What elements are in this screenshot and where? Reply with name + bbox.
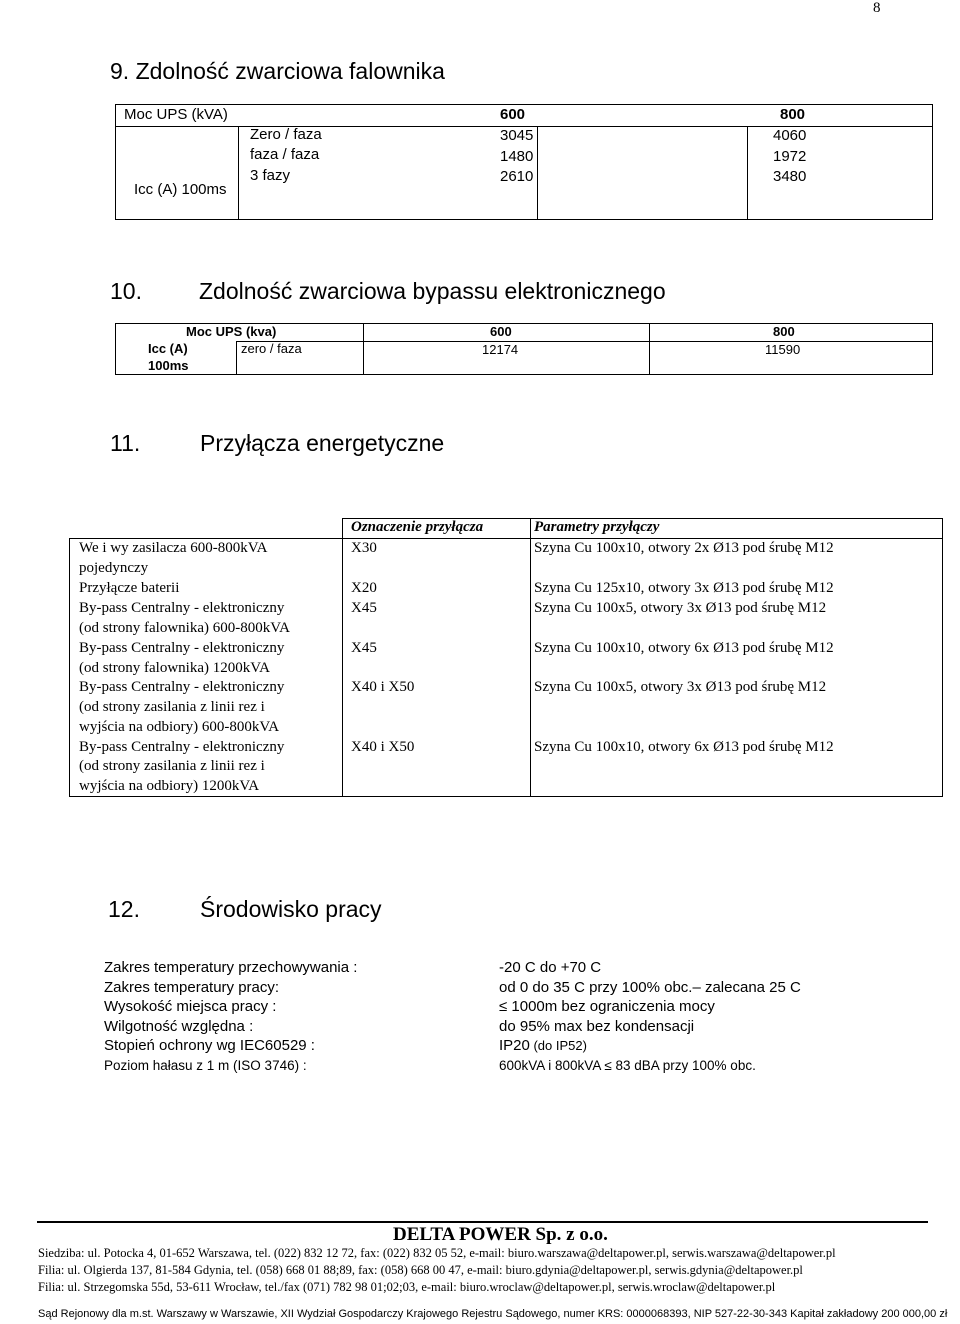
- connection-label-line3: wyjścia na odbiory) 1200kVA: [79, 778, 260, 794]
- row-value-800: 3480: [773, 168, 807, 185]
- header-oznaczenie: Oznaczenie przyłącza: [351, 519, 484, 535]
- icc-time-label: 100ms: [148, 358, 189, 373]
- row-label: 3 fazy: [250, 167, 291, 184]
- row-value-600: 12174: [482, 342, 519, 357]
- env-value-suffix: (do IP52): [529, 1038, 587, 1053]
- row-value-600: 3045: [500, 127, 534, 144]
- connection-code: X45: [351, 600, 377, 616]
- connection-params: Szyna Cu 100x10, otwory 2x Ø13 pod śrubę M12: [534, 540, 834, 556]
- connection-params: Szyna Cu 100x5, otwory 3x Ø13 pod śrubę M12: [534, 679, 827, 695]
- footer-divider: [37, 1221, 928, 1223]
- row-value-800: 11590: [765, 342, 801, 357]
- col-600-header: 600: [500, 106, 526, 123]
- section-12-heading: [108, 896, 382, 923]
- connection-label-line2: (od strony zasilania z linii rez i: [79, 758, 265, 774]
- env-value-main: IP20: [499, 1037, 530, 1054]
- env-label: Wysokość miejsca pracy :: [104, 998, 277, 1015]
- env-value: od 0 do 35 C przy 100% obc.– zalecana 25 C: [499, 978, 801, 996]
- connection-label-line2: pojedynczy: [79, 560, 149, 576]
- connection-label-line3: wyjścia na odbiory) 600-800kVA: [79, 719, 280, 735]
- connection-label: By-pass Centralny - elektroniczny: [79, 679, 285, 695]
- page-number: 8: [873, 0, 881, 16]
- connection-code: X45: [351, 640, 377, 656]
- inverter-short-circuit-table: [115, 104, 933, 220]
- connection-label: By-pass Centralny - elektroniczny: [79, 739, 285, 755]
- row-value-800: 4060: [773, 127, 807, 144]
- col-800-header: 800: [780, 106, 806, 123]
- connection-params: Szyna Cu 100x10, otwory 6x Ø13 pod śrubę M12: [534, 739, 834, 755]
- section-10-number: 10.: [110, 278, 142, 304]
- connection-code: X20: [351, 580, 377, 596]
- env-label: Zakres temperatury przechowywania :: [104, 959, 358, 976]
- section-9-title: Zdolność zwarciowa falownika: [135, 58, 445, 84]
- row-value-800: 1972: [773, 148, 807, 165]
- row-label: faza / faza: [250, 146, 320, 163]
- env-label: Stopień ochrony wg IEC60529 :: [104, 1037, 315, 1054]
- row-label: Zero / faza: [250, 126, 322, 143]
- env-value: -20 C do +70 C: [499, 959, 602, 976]
- header-parametry: Parametry przyłączy: [534, 519, 660, 535]
- env-value: [499, 1036, 587, 1056]
- connection-code: X30: [351, 540, 377, 556]
- moc-ups-label: Moc UPS (kva): [186, 324, 277, 339]
- connection-code: X40 i X50: [351, 679, 415, 695]
- connection-label: We i wy zasilacza 600-800kVA: [79, 540, 268, 556]
- row-value-600: 2610: [500, 168, 534, 185]
- section-11-number: 11.: [110, 430, 141, 456]
- bypass-short-circuit-table: [115, 323, 933, 375]
- connection-label-line2: (od strony zasilania z linii rez i: [79, 699, 265, 715]
- env-label: Wilgotność względna :: [104, 1017, 254, 1035]
- connection-label: By-pass Centralny - elektroniczny: [79, 640, 285, 656]
- section-10-title: Zdolność zwarciowa bypassu elektronicznego: [199, 278, 666, 304]
- section-11-title: Przyłącza energetyczne: [200, 430, 445, 456]
- footer-address-gdynia: Filia: ul. Olgierda 137, 81-584 Gdynia, tel. (058) 668 01 88;89, fax: (058) 668 00 47, e-mail: biuro.gdynia@deltapower.pl, serwis.gdynia@deltapower.pl: [38, 1263, 803, 1277]
- col-800-header: 800: [773, 324, 795, 339]
- connection-params: Szyna Cu 100x5, otwory 3x Ø13 pod śrubę M12: [534, 600, 827, 616]
- connection-label: Przyłącze baterii: [79, 580, 180, 596]
- env-value: do 95% max bez kondensacji: [499, 1017, 695, 1035]
- connection-params: Szyna Cu 125x10, otwory 3x Ø13 pod śrubę M12: [534, 580, 834, 596]
- section-12-title: Środowisko pracy: [200, 896, 382, 922]
- connection-params: Szyna Cu 100x10, otwory 6x Ø13 pod śrubę M12: [534, 640, 834, 656]
- moc-ups-label: Moc UPS (kVA): [124, 106, 228, 123]
- connection-label: By-pass Centralny - elektroniczny: [79, 600, 285, 616]
- icc-label: Icc (A) 100ms: [134, 181, 227, 198]
- row-value-600: 1480: [500, 148, 534, 165]
- row-label: zero / faza: [241, 341, 302, 356]
- env-value: 600kVA i 800kVA ≤ 83 dBA przy 100% obc.: [499, 1057, 756, 1073]
- company-name: DELTA POWER Sp. z o.o.: [393, 1224, 608, 1245]
- section-12-number: 12.: [108, 896, 140, 922]
- footer-address-warszawa: Siedziba: ul. Potocka 4, 01-652 Warszawa, tel. (022) 832 12 72, fax: (022) 832 05 52, e-mail: biuro.warszawa@deltapower.pl, serwis.warszawa@deltapower.pl: [38, 1246, 836, 1260]
- icc-label: Icc (A): [148, 341, 188, 356]
- col-600-header: 600: [490, 324, 512, 339]
- env-value: ≤ 1000m bez ograniczenia mocy: [499, 998, 715, 1015]
- env-label: Poziom hałasu z 1 m (ISO 3746) :: [104, 1057, 307, 1073]
- footer-address-wroclaw: Filia: ul. Strzegomska 55d, 53-611 Wrocław, tel./fax (071) 782 98 01;02;03, e-mail: biuro.wroclaw@deltapower.pl, serwis.wroclaw@deltapower.pl: [38, 1280, 776, 1294]
- section-9-number: 9.: [110, 58, 130, 84]
- connection-code: X40 i X50: [351, 739, 415, 755]
- section-9-heading: [110, 58, 445, 85]
- connection-label-line2: (od strony falownika) 1200kVA: [79, 660, 270, 676]
- env-label: Zakres temperatury pracy:: [104, 978, 280, 996]
- section-11-heading: [110, 430, 444, 457]
- power-connections-table: [69, 518, 943, 797]
- footer-registry-info: Sąd Rejonowy dla m.st. Warszawy w Warszawie, XII Wydział Gospodarczy Krajowego Rejestru Sądowego, numer KRS: 0000068393, NIP 527-22-30-343 Kapitał zakładowy 200 000,00 zł: [38, 1308, 948, 1320]
- section-10-heading: [110, 278, 666, 305]
- connection-label-line2: (od strony falownika) 600-800kVA: [79, 620, 290, 636]
